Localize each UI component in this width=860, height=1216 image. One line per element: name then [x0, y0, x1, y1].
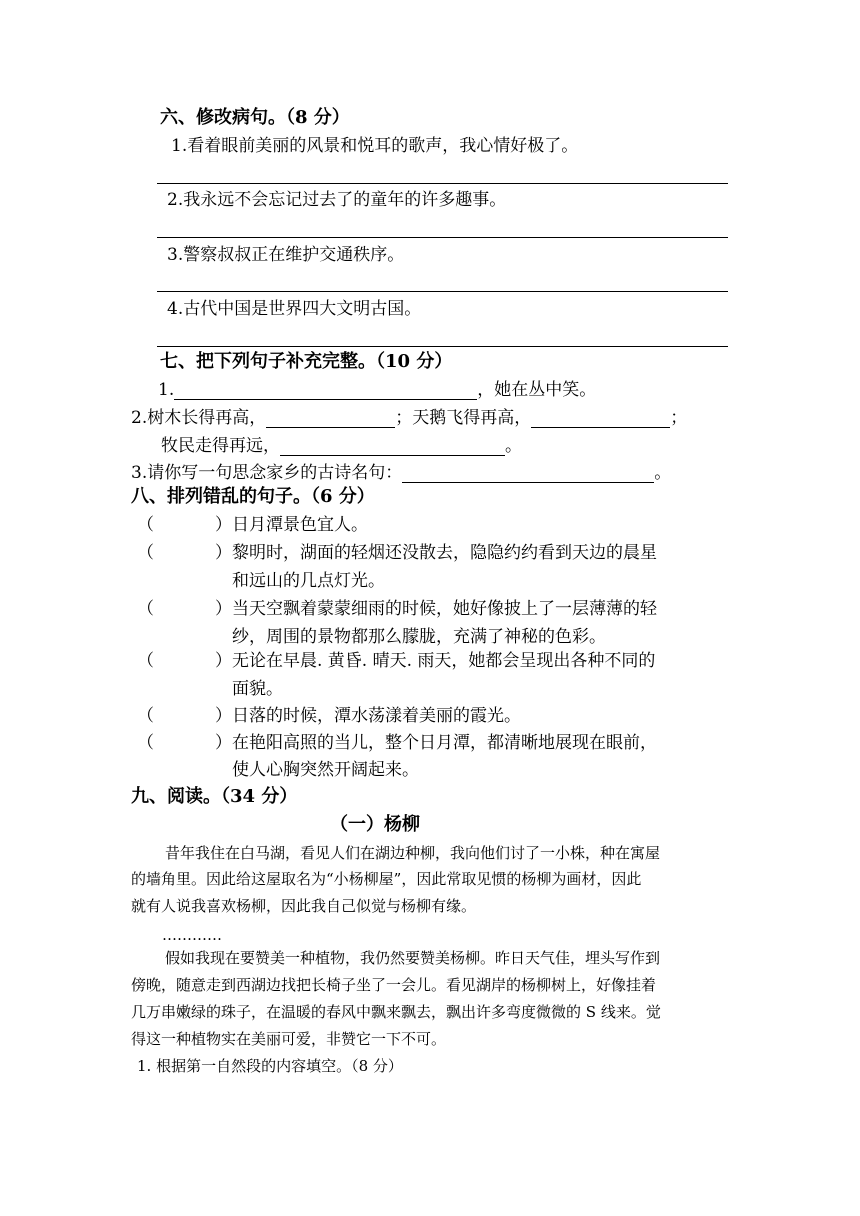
- para2-line-4: 得这一种植物实在美丽可爱，非赞它一下不可。: [131, 1030, 447, 1048]
- order-open-paren: （: [137, 733, 154, 753]
- q2-text-c: ；: [670, 408, 688, 428]
- q2-text-e: 。: [505, 436, 522, 456]
- para2-line-2: 傍晚，随意走到西湖边找把长椅子坐了一会儿。看见湖岸的杨柳树上，好像挂着: [131, 976, 657, 994]
- q1-suffix: ，她在丛中笑。: [477, 380, 597, 400]
- q2-blank-3[interactable]: [280, 437, 505, 456]
- section-6-item-2: 2.我永远不会忘记过去了的童年的许多趣事。: [167, 190, 507, 210]
- section-7-q2-line1: [131, 408, 687, 428]
- para2-line-3: 几万串嫩绿的珠子，在温暖的春风中飘来飘去，飘出许多弯度微微的 S 线来。觉: [131, 1003, 661, 1021]
- section-7-heading: 七、把下列句子补充完整。（10 分）: [160, 351, 453, 372]
- q2-blank-2[interactable]: [531, 409, 670, 428]
- q1-prefix: 1.: [158, 380, 175, 400]
- q2-text-d: 牧民走得再远，: [161, 436, 280, 456]
- order-close-paren: ）: [215, 706, 232, 726]
- section-7-q3: [131, 463, 671, 483]
- order-item-4-line1: 无论在早晨. 黄昏. 晴天. 雨天，她都会呈现出各种不同的: [232, 651, 656, 671]
- section-7-q1: [158, 380, 596, 400]
- order-item-2-line1: 黎明时，湖面的轻烟还没散去，隐隐约约看到天边的晨星: [232, 543, 657, 563]
- order-item-5-line1: 日落的时候，潭水荡漾着美丽的霞光。: [232, 706, 521, 726]
- answer-line-3[interactable]: [157, 291, 728, 292]
- section-6-item-4: 4.古代中国是世界四大文明古国。: [167, 299, 422, 319]
- order-item-2-line2: 和远山的几点灯光。: [232, 571, 385, 591]
- reading-question-1: 1. 根据第一自然段的内容填空。（8 分）: [137, 1057, 403, 1075]
- order-open-paren: （: [137, 706, 154, 726]
- order-close-paren: ）: [215, 733, 232, 753]
- order-close-paren: ）: [215, 515, 232, 535]
- order-open-paren: （: [137, 543, 154, 563]
- order-close-paren: ）: [215, 599, 232, 619]
- order-item-1-line1: 日月潭景色宜人。: [232, 515, 368, 535]
- order-close-paren: ）: [215, 651, 232, 671]
- order-open-paren: （: [137, 651, 154, 671]
- section-6-heading: 六、修改病句。（8 分）: [160, 107, 350, 128]
- ellipsis: …………: [162, 926, 222, 944]
- section-8-heading: 八、排列错乱的句子。（6 分）: [131, 486, 375, 507]
- order-item-3-line2: 纱，周围的景物都那么朦胧，充满了神秘的色彩。: [232, 627, 606, 647]
- order-open-paren: （: [137, 515, 154, 535]
- para1-line-1: 昔年我住在白马湖，看见人们在湖边种柳，我向他们讨了一小株，种在寓屋: [165, 844, 661, 862]
- order-item-6-line1: 在艳阳高照的当儿，整个日月潭，都清晰地展现在眼前，: [232, 733, 657, 753]
- q2-blank-1[interactable]: [266, 409, 395, 428]
- order-item-3-line1: 当天空飘着蒙蒙细雨的时候，她好像披上了一层薄薄的轻: [232, 599, 657, 619]
- section-6-item-3: 3.警察叔叔正在维护交通秩序。: [167, 245, 405, 265]
- answer-line-1[interactable]: [157, 183, 728, 184]
- q1-blank[interactable]: [174, 381, 477, 400]
- q3-suffix: 。: [654, 463, 672, 483]
- order-item-4-line2: 面貌。: [232, 679, 283, 699]
- para1-line-3: 就有人说我喜欢杨柳，因此我自己似觉与杨柳有缘。: [131, 897, 477, 915]
- para2-line-1: 假如我现在要赞美一种植物，我仍然要赞美杨柳。昨日天气佳，埋头写作到: [165, 949, 661, 967]
- order-close-paren: ）: [215, 543, 232, 563]
- answer-line-4[interactable]: [157, 346, 728, 347]
- passage-title: （一）杨柳: [330, 814, 420, 835]
- q2-text-b: ；天鹅飞得再高，: [395, 408, 532, 428]
- q3-prefix: 3.请你写一句思念家乡的古诗名句：: [131, 463, 403, 483]
- section-6-item-1: 1.看着眼前美丽的风景和悦耳的歌声，我心情好极了。: [171, 136, 579, 156]
- order-item-6-line2: 使人心胸突然开阔起来。: [232, 760, 419, 780]
- section-7-q2-line2: [161, 436, 522, 456]
- q2-text-a: 2.树木长得再高，: [131, 408, 267, 428]
- section-9-heading: 九、阅读。（34 分）: [131, 786, 298, 807]
- order-open-paren: （: [137, 599, 154, 619]
- para1-line-2: 的墙角里。因此给这屋取名为“小杨柳屋”，因此常取见惯的杨柳为画材，因此: [131, 870, 642, 888]
- q3-blank[interactable]: [402, 464, 654, 483]
- answer-line-2[interactable]: [157, 237, 728, 238]
